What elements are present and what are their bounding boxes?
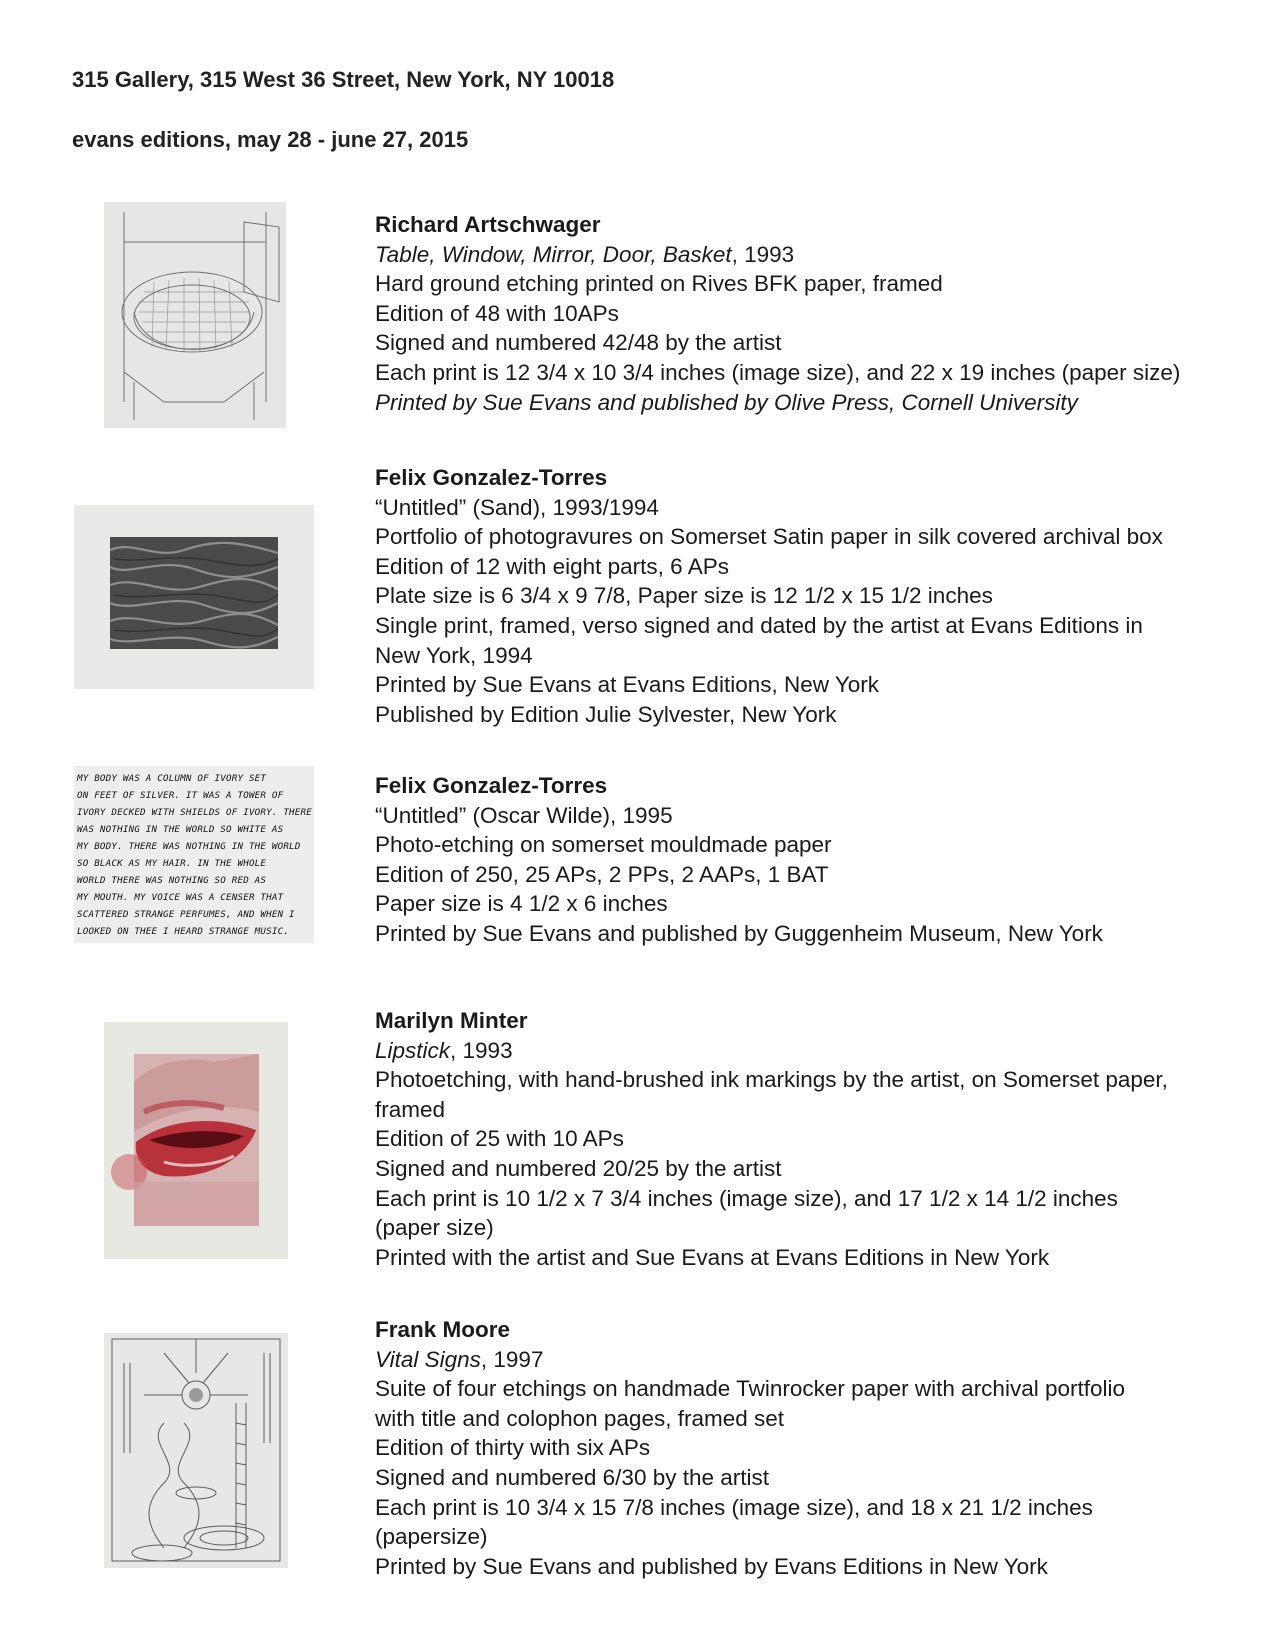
detail-line: Printed by Sue Evans at Evans Editions, New York [375,672,880,698]
artwork-entry-vital-signs [375,1315,1235,1581]
handwriting-line: MY BODY WAS A COLUMN OF IVORY SET [77,773,267,784]
artwork-entry-oscar-wilde [375,771,1235,949]
artwork-date: , 1997 [480,1346,544,1372]
handwriting-line: WAS NOTHING IN THE WORLD SO WHITE AS [77,824,284,835]
handwriting-line: IVORY DECKED WITH SHIELDS OF IVORY. THERE [77,807,312,818]
detail-line: Plate size is 6 3/4 x 9 7/8, Paper size is 12 1/2 x 15 1/2 inches [375,583,993,609]
detail-line: Each print is 10 1/2 x 7 3/4 inches (image size), and 17 1/2 x 14 1/2 inches [375,1185,1118,1211]
artwork-thumbnail-oscar-wilde [74,766,314,943]
detail-line: Signed and numbered 20/25 by the artist [375,1155,782,1181]
detail-line: Photo-etching on somerset mouldmade paper [375,832,832,858]
printer-credit: Printed by Sue Evans and published by Olive Press, Cornell University [375,389,1078,415]
detail-line: (paper size) [375,1215,494,1241]
artwork-date: , 1993 [731,241,795,267]
artist-name: Richard Artschwager [375,212,601,237]
detail-line: Edition of 25 with 10 APs [375,1126,624,1152]
detail-line: Signed and numbered 6/30 by the artist [375,1464,770,1490]
detail-line: Photoetching, with hand-brushed ink markings by the artist, on Somerset paper, [375,1067,1168,1093]
artist-name: Felix Gonzalez-Torres [375,773,608,798]
detail-line: Published by Edition Julie Sylvester, New York [375,701,837,727]
detail-line: Edition of 12 with eight parts, 6 APs [375,553,729,579]
detail-line: with title and colophon pages, framed set [375,1405,784,1431]
artwork-thumbnail-artschwager [104,202,286,428]
artist-name: Frank Moore [375,1317,511,1342]
detail-line: Edition of 48 with 10APs [375,300,619,326]
handwriting-line: WORLD THERE WAS NOTHING SO RED AS [77,875,267,886]
artwork-entry-sand [375,463,1235,729]
artwork-thumbnail-lipstick [104,1022,288,1259]
handwriting-line: MY MOUTH. MY VOICE WAS A CENSER THAT [77,892,284,903]
detail-line: Suite of four etchings on handmade Twinrocker paper with archival portfolio [375,1376,1126,1402]
handwritten-text [74,766,314,943]
artwork-entry-lipstick [375,1006,1235,1272]
handwriting-line: MY BODY. THERE WAS NOTHING IN THE WORLD [77,841,301,852]
artwork-thumbnail-vital-signs [104,1333,288,1568]
detail-line: Each print is 12 3/4 x 10 3/4 inches (image size), and 22 x 19 inches (paper size) [375,359,1181,385]
detail-line: Portfolio of photogravures on Somerset Satin paper in silk covered archival box [375,524,1163,550]
artwork-title: Vital Signs [375,1346,481,1372]
detail-line: Single print, framed, verso signed and dated by the artist at Evans Editions in [375,612,1143,638]
artwork-entry-artschwager [375,210,1235,417]
artwork-title-line: “Untitled” (Oscar Wilde), 1995 [375,802,673,828]
artwork-title-line [375,1036,1235,1066]
artwork-title-line [375,1345,1235,1375]
artwork-title-line: “Untitled” (Sand), 1993/1994 [375,494,659,520]
detail-line: Signed and numbered 42/48 by the artist [375,330,782,356]
detail-line: Printed with the artist and Sue Evans at Evans Editions in New York [375,1244,1050,1270]
artwork-date: , 1993 [450,1037,513,1063]
handwriting-line: SCATTERED STRANGE PERFUMES, AND WHEN I [77,909,295,920]
detail-line: Paper size is 4 1/2 x 6 inches [375,891,668,917]
detail-line: Edition of 250, 25 APs, 2 PPs, 2 AAPs, 1 BAT [375,861,829,887]
detail-line: Edition of thirty with six APs [375,1435,651,1461]
detail-line: Each print is 10 3/4 x 15 7/8 inches (image size), and 18 x 21 1/2 inches [375,1494,1093,1520]
artwork-title: Table, Window, Mirror, Door, Basket [375,241,732,267]
detail-line: Hard ground etching printed on Rives BFK paper, framed [375,271,943,297]
handwriting-line: SO BLACK AS MY HAIR. IN THE WHOLE [77,858,267,869]
artwork-thumbnail-sand [74,505,314,689]
detail-line: Printed by Sue Evans and published by Guggenheim Museum, New York [375,920,1103,946]
detail-line: Printed by Sue Evans and published by Evans Editions in New York [375,1553,1048,1579]
gallery-address: 315 Gallery, 315 West 36 Street, New York, NY 10018 [72,67,615,92]
artist-name: Marilyn Minter [375,1008,528,1033]
artwork-title: Lipstick [375,1037,451,1063]
exhibition-title: evans editions, may 28 - june 27, 2015 [72,127,469,152]
artwork-title-line [375,240,1235,270]
detail-line: (papersize) [375,1524,488,1550]
detail-line: New York, 1994 [375,642,533,668]
detail-line: framed [375,1096,446,1122]
artist-name: Felix Gonzalez-Torres [375,465,608,490]
handwriting-line: ON FEET OF SILVER. IT WAS A TOWER OF [77,790,284,801]
handwriting-line: LOOKED ON THEE I HEARD STRANGE MUSIC. [77,926,290,937]
